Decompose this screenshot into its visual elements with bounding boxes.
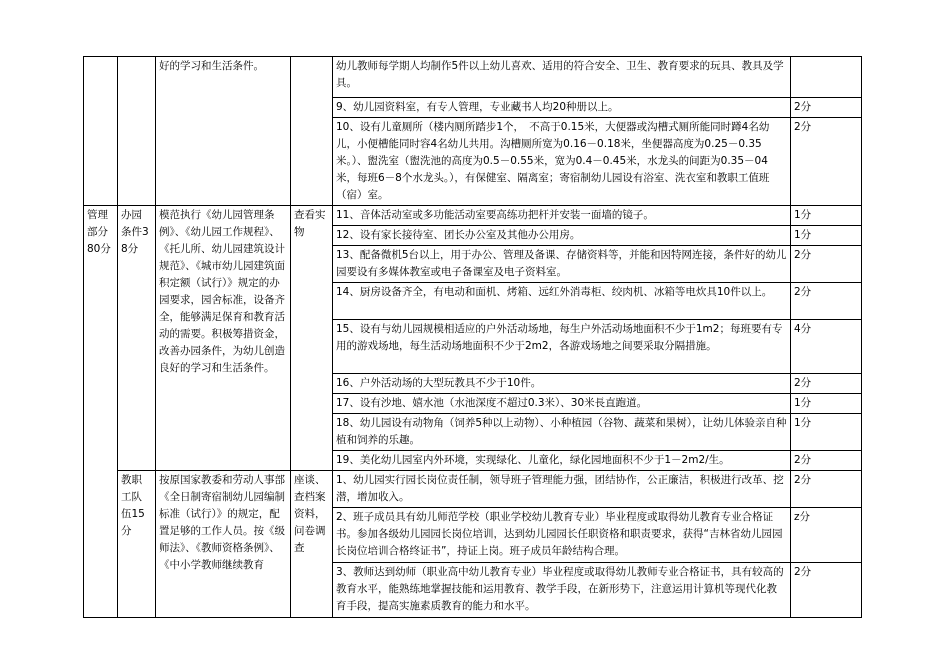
item-text: 11、音体活动室或多功能活动室要高练功把杆并安装一面墙的镜子。 <box>333 206 791 226</box>
subcat-cell-empty <box>118 57 156 206</box>
item-score: 1分 <box>791 226 862 246</box>
standard-cell: 好的学习和生活条件。 <box>156 57 291 206</box>
item-text: 12、设有家长接待室、团长办公室及其他办公用房。 <box>333 226 791 246</box>
item-text: 18、幼儿园设有动物角（饲养5种以上动物）、小种植园（谷物、蔬菜和果树），让幼儿体验亲自种植和饲养的乐趣。 <box>333 414 791 451</box>
item-score: 2分 <box>791 374 862 394</box>
item-score: 2分 <box>791 563 862 618</box>
item-score: 2分 <box>791 246 862 283</box>
table-row <box>84 471 862 508</box>
table-row <box>84 57 862 98</box>
method-cell: 查看实物 <box>291 206 333 471</box>
item-text: 16、户外活动场的大型玩教具不少于10件。 <box>333 374 791 394</box>
item-text: 13、配备微机5台以上，用于办公、管理及备课、存储资料等，并能和因特网连接，条件好的幼儿园要设有多媒体教室或电子备课室及电子资料室。 <box>333 246 791 283</box>
item-score: 4分 <box>791 320 862 374</box>
item-text: 3、教师达到幼师（职业高中幼儿教育专业）毕业程度或取得幼儿教师专业合格证书，具有较高的教育水平，能熟练地掌握技能和运用教育、教学手段，在新形势下，注意运用计算机等现代化教育手段，提高实施素质教育的能力和水平。 <box>333 563 791 618</box>
category-label: 管理部分80分 <box>84 206 118 618</box>
item-score: 2分 <box>791 118 862 206</box>
item-text: 2、班子成员具有幼儿师范学校（职业学校幼儿教育专业）毕业程度或取得幼儿教育专业合格证书。参加各级幼儿园园长岗位培训，达到幼儿园园长任职资格和职责要求，获得“吉林省幼儿园园长岗位培训合格终证书”，持证上岗。班子成员年龄结构合理。 <box>333 508 791 563</box>
item-text: 15、设有与幼儿园规模相适应的户外活动场地，每生户外活动场地面积不少于1m2；每班要有专用的游戏场地，每生活动场地面积不少于2m2，各游戏场地之间要采取分隔措施。 <box>333 320 791 374</box>
table-row <box>84 206 862 226</box>
item-text: 10、设有儿童厕所（楼内厕所踏步1个， 不高于0.15米，大便器或沟槽式厕所能同时蹲4名幼儿，小便槽能同时容4名幼儿共用。沟槽厕所宽为0.16－0.18米，坐便器高度为0.25－0.35米。）、盥洗室（盥洗池的高度为0.5－0.55米，宽为0.4－0.45米，水龙头的间距为0.35－04米，每班6－8个水龙头。），有保健室、隔离室；寄宿制幼儿园设有浴室、洗衣室和教职工值班（宿）室。 <box>333 118 791 206</box>
item-text: 14、厨房设备齐全，有电动和面机、烤箱、远红外消毒柜、绞肉机、冰箱等电炊具10件以上。 <box>333 283 791 320</box>
item-text: 幼儿教师每学期人均制作5件以上幼儿喜欢、适用的符合安全、卫生、教育要求的玩具、教具及学具。 <box>333 57 791 98</box>
item-score: 1分 <box>791 414 862 451</box>
method-cell: 座谈、查档案资料，问卷调查 <box>291 471 333 618</box>
item-score: 1分 <box>791 394 862 414</box>
item-score: 2分 <box>791 98 862 118</box>
item-score: 2分 <box>791 283 862 320</box>
item-score: 2分 <box>791 451 862 471</box>
cat-cell-empty <box>84 57 118 206</box>
item-score <box>791 57 862 98</box>
item-text: 1、幼儿园实行园长岗位责任制，领导班子管理能力强，团结协作，公正廉洁，积极进行改革、挖潜，增加收入。 <box>333 471 791 508</box>
item-text: 19、美化幼儿园室内外环境，实现绿化、儿童化，绿化园地面积不少于1－2m2/生。 <box>333 451 791 471</box>
method-cell-empty <box>291 57 333 206</box>
subcategory-label: 教职工队伍15分 <box>118 471 156 618</box>
item-text: 9、幼儿园资料室，有专人管理，专业藏书人均20种册以上。 <box>333 98 791 118</box>
item-score: 2分 <box>791 471 862 508</box>
standard-cell: 按原国家教委和劳动人事部《全日制寄宿制幼儿园编制标准（试行）》的规定，配置足够的工作人员。按《级师法》、《教师资格条例》、《中小学教师继续教育 <box>156 471 291 618</box>
subcategory-label: 办园条件38分 <box>118 206 156 471</box>
standard-cell: 模范执行《幼儿园管理条例》、《幼儿园工作规程》、《托儿所、幼儿园建筑设计规范》、《城市幼儿园建筑面积定额（试行）》规定的办园要求，园舍标准，设备齐全，能够满足保育和教育活动的需要。积极筹措资金，改善办园条件，为幼儿创造良好的学习和生活条件。 <box>156 206 291 471</box>
evaluation-table <box>83 56 862 618</box>
item-score: z分 <box>791 508 862 563</box>
item-text: 17、设有沙地、嬉水池（水池深度不超过0.3米）、30米長直跑道。 <box>333 394 791 414</box>
item-score: 1分 <box>791 206 862 226</box>
